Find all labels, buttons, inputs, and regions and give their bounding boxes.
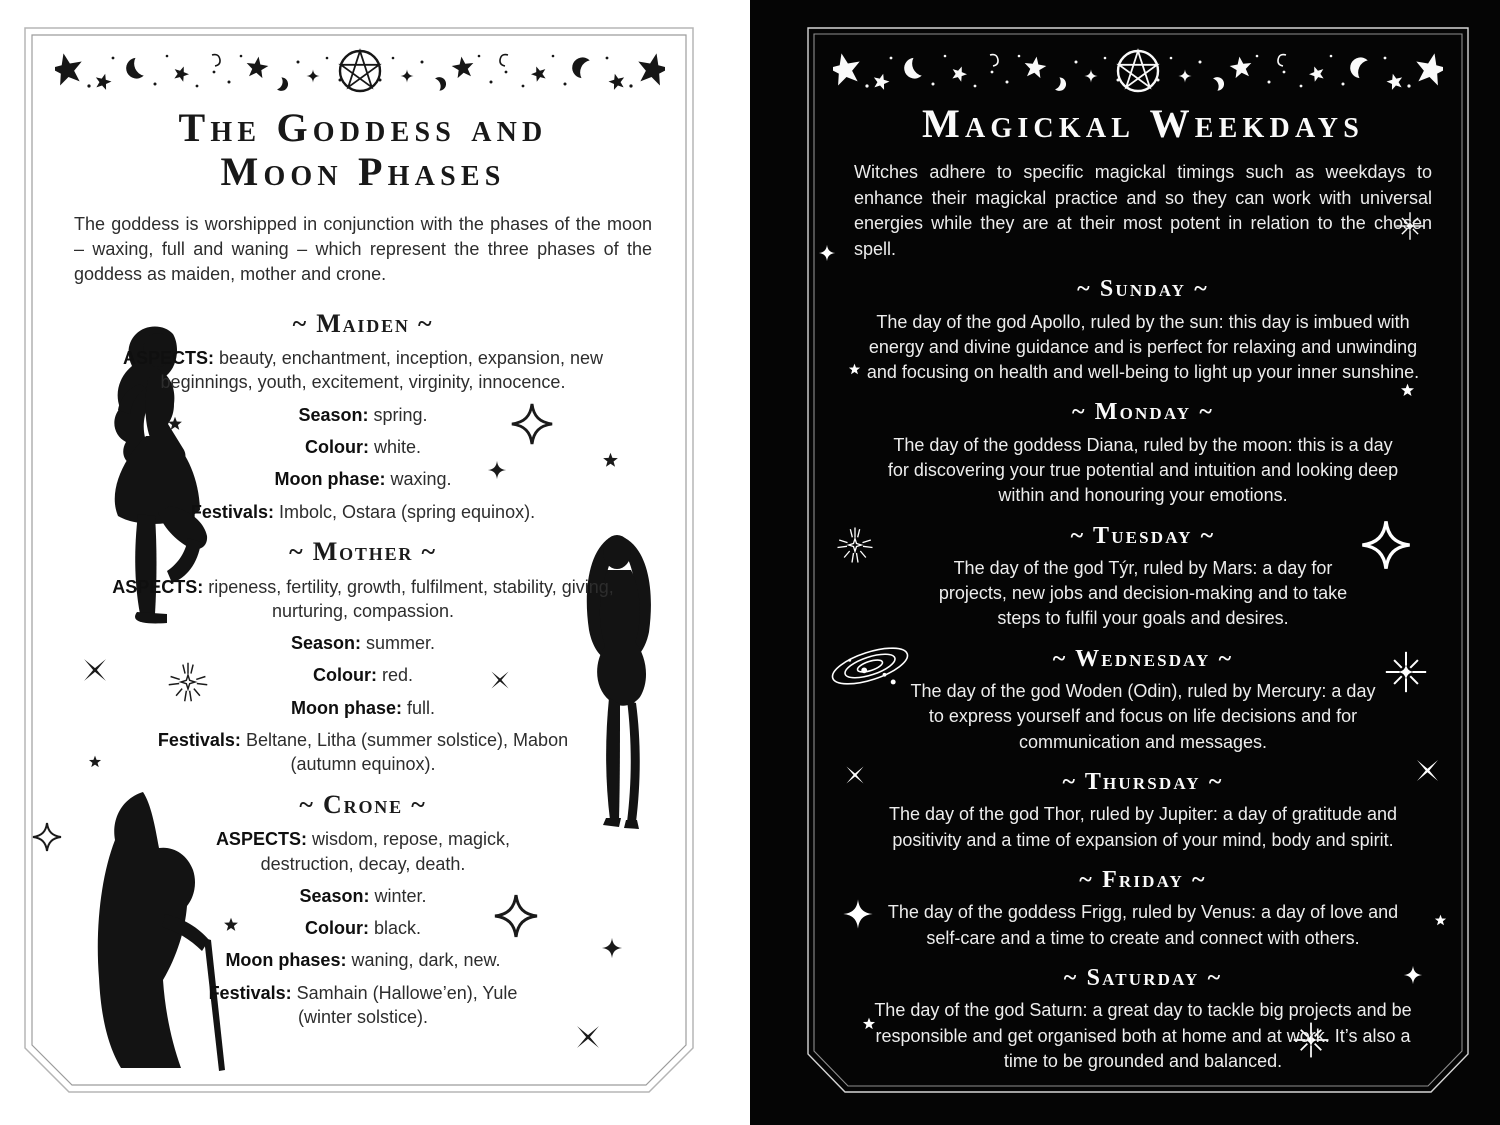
colour-row: Colour: black. bbox=[304, 918, 422, 939]
day-heading: ~ Tuesday ~ bbox=[1070, 522, 1216, 549]
festivals-row: Festivals: Beltane, Litha (summer solstice), Mabon (autumn equinox). bbox=[157, 730, 569, 775]
crone-section bbox=[44, 791, 682, 1030]
maiden-section bbox=[44, 310, 682, 524]
intro-paragraph: The goddess is worshipped in conjunction with the phases of the moon – waxing, full and waning – which represent the three phases of the goddess as maiden, mother and crone. bbox=[74, 214, 652, 285]
season-row: Season: summer. bbox=[290, 633, 436, 654]
day-section-thursday bbox=[806, 769, 1480, 853]
season-row: Season: spring. bbox=[298, 404, 428, 425]
day-section-saturday bbox=[806, 965, 1480, 1074]
mother-section bbox=[44, 538, 682, 777]
moon-phase-row: Moon phase: full. bbox=[290, 697, 436, 718]
right-page bbox=[750, 0, 1500, 1125]
day-heading: ~ Wednesday ~ bbox=[1052, 645, 1234, 672]
day-text: The day of the god Týr, ruled by Mars: a day for projects, new jobs and decision-making and to take steps to fulfil your goals and desires. bbox=[938, 558, 1348, 629]
day-heading: ~ Monday ~ bbox=[1072, 399, 1214, 426]
section-heading: ~ Mother ~ bbox=[289, 536, 437, 566]
colour-row: Colour: red. bbox=[312, 665, 414, 686]
aspects-row: ASPECTS: ripeness, fertility, growth, fulfilment, stability, giving, nurturing, compassion. bbox=[112, 576, 614, 621]
day-section-wednesday bbox=[806, 646, 1480, 755]
festivals-row: Festivals: Imbolc, Ostara (spring equinox). bbox=[190, 501, 536, 522]
day-text: The day of the god Thor, ruled by Jupiter: a day of gratitude and positivity and a time of expansion of your mind, body and spirit. bbox=[889, 804, 1397, 850]
aspects-row: ASPECTS: wisdom, repose, magick, destruction, decay, death. bbox=[215, 829, 511, 874]
day-section-friday bbox=[806, 867, 1480, 951]
moon-phase-row: Moon phase: waxing. bbox=[274, 469, 452, 490]
day-heading: ~ Sunday ~ bbox=[1077, 276, 1209, 303]
day-heading: ~ Thursday ~ bbox=[1062, 768, 1224, 795]
title-line-2: Moon Phases bbox=[220, 149, 506, 194]
festivals-row: Festivals: Samhain (Hallowe’en), Yule (winter solstice). bbox=[208, 982, 518, 1027]
day-text: The day of the god Woden (Odin), ruled by Mercury: a day to express yourself and focus on life decisions and for communication and messages. bbox=[910, 681, 1376, 752]
day-section-sunday bbox=[806, 276, 1480, 385]
aspects-row: ASPECTS: beauty, enchantment, inception, expansion, new beginnings, youth, excitement, virginity, innocence. bbox=[123, 348, 603, 393]
day-text: The day of the god Saturn: a great day to tackle big projects and be responsible and get organised both at home and at work. It’s also a time to be grounded and balanced. bbox=[874, 1000, 1412, 1071]
section-heading: ~ Maiden ~ bbox=[292, 308, 434, 338]
colour-row: Colour: white. bbox=[304, 437, 422, 458]
title-line-1: The Goddess and bbox=[178, 105, 548, 150]
season-row: Season: winter. bbox=[299, 885, 427, 906]
day-text: The day of the goddess Diana, ruled by the moon: this is a day for discovering your true potential and intuition and looking deep within and honouring your emotions. bbox=[887, 434, 1399, 506]
right-page-content bbox=[750, 0, 1500, 1125]
day-text: The day of the goddess Frigg, ruled by Venus: a day of love and self-care and a time to create and connect with others. bbox=[887, 902, 1399, 948]
page-title bbox=[44, 106, 682, 194]
moon-phases-row: Moon phases: waning, dark, new. bbox=[225, 950, 501, 971]
day-heading: ~ Friday ~ bbox=[1079, 866, 1207, 893]
day-text: The day of the god Apollo, ruled by the sun: this day is imbued with energy and divine guidance and is perfect for relaxing and unwinding and focusing on health and well-being to light up your inner sunshine. bbox=[866, 311, 1420, 383]
page-title: Magickal Weekdays bbox=[921, 101, 1365, 146]
day-heading: ~ Saturday ~ bbox=[1063, 964, 1223, 991]
intro-paragraph: Witches adhere to specific magickal timings such as weekdays to enhance their magickal practice and so they can work with universal energies while they are at their most potent in relation to the chosen spell. bbox=[854, 162, 1432, 259]
day-section-monday bbox=[806, 399, 1480, 508]
section-heading: ~ Crone ~ bbox=[299, 789, 427, 819]
day-section-tuesday bbox=[806, 523, 1480, 632]
